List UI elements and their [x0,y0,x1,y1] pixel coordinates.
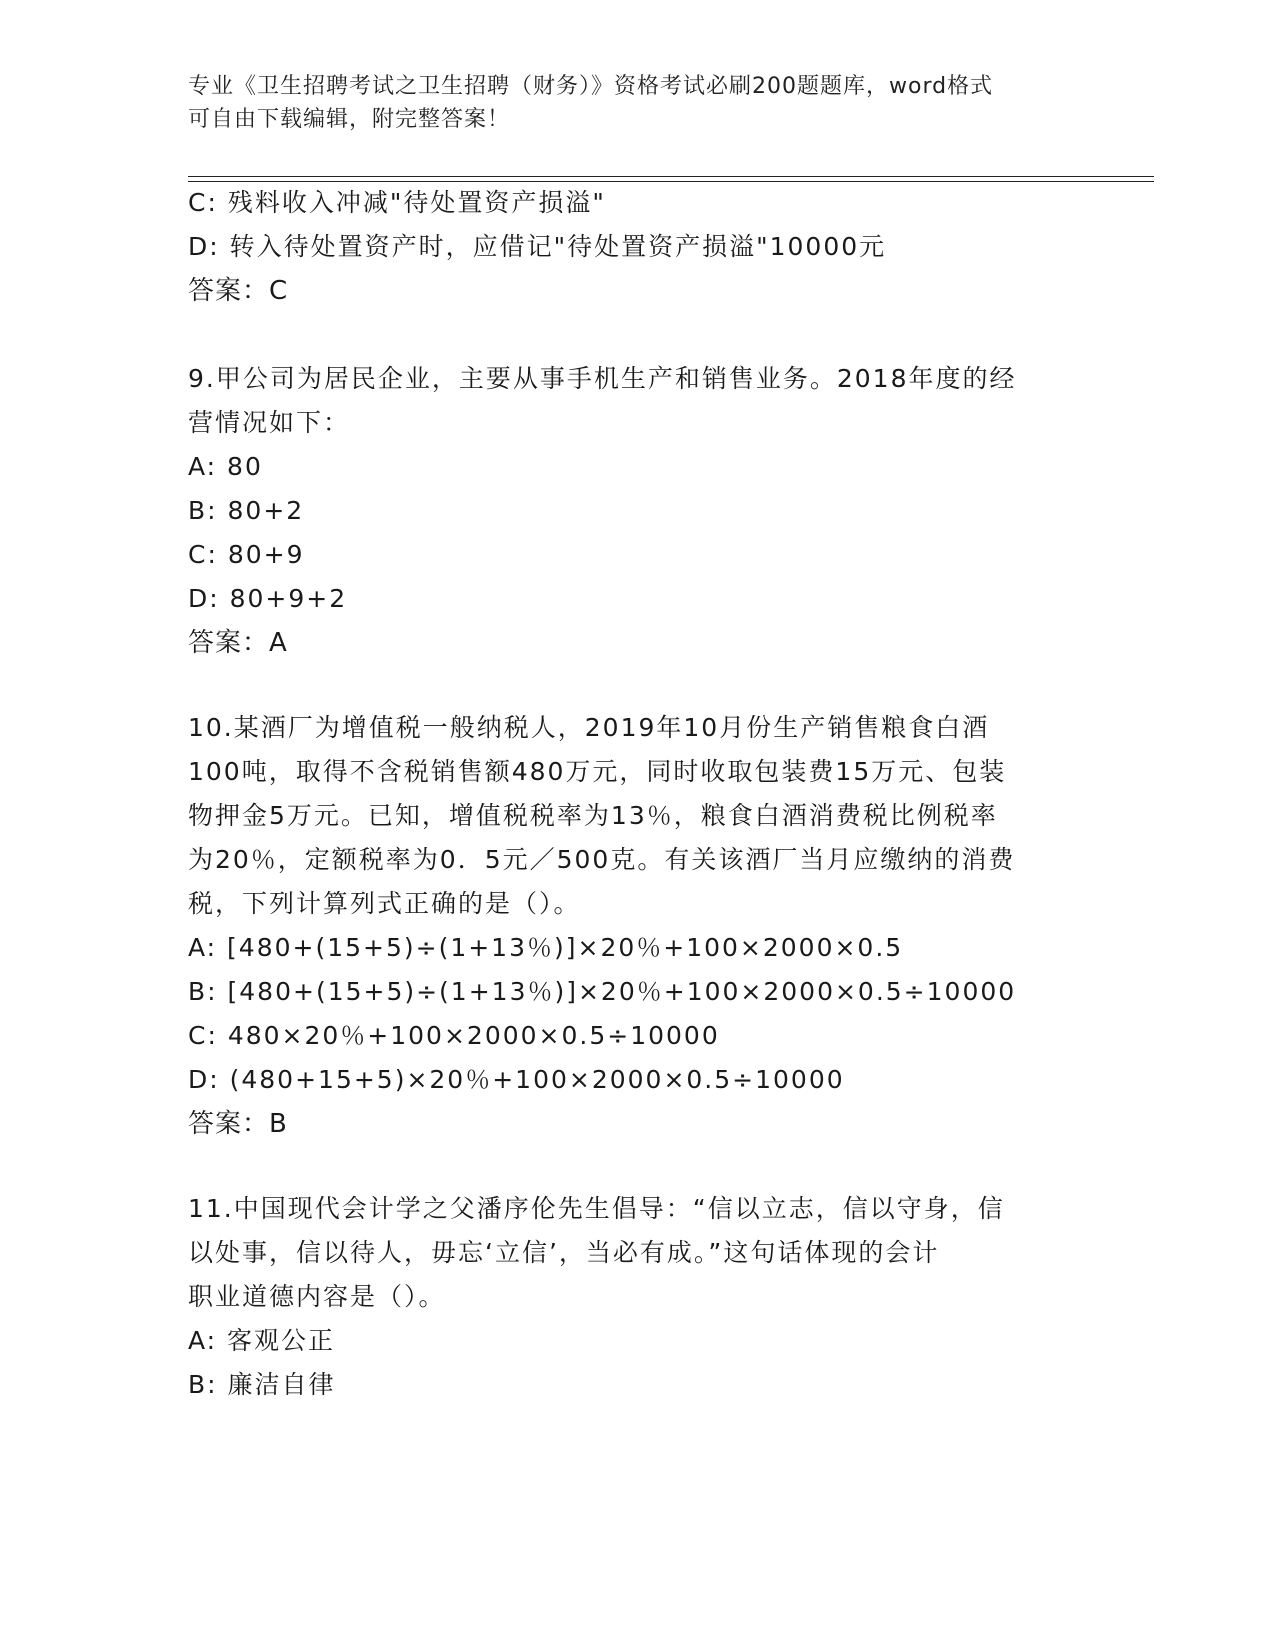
q8-answer: 答案：C [188,276,289,306]
q11-option-a: A: 客观公正 [188,1326,336,1355]
q9-option-d: D: 80+9+2 [188,584,348,613]
q11-stem-line-2: 以处事，信以待人，毋忘‘立信’，当必有成。”这句话体现的会计 [188,1238,940,1267]
header-line-2: 可自由下载编辑，附完整答案！ [188,107,511,132]
q10-answer: 答案：B [188,1109,288,1139]
q10-stem-line-3: 物押金5万元。已知，增值税税率为13％，粮食白酒消费税比例税率 [188,801,998,830]
q11-stem-line-3: 职业道德内容是（）。 [188,1282,446,1311]
q10-stem-line-5: 税，下列计算列式正确的是（）。 [188,889,581,918]
q10-option-c: C: 480×20％+100×2000×0.5÷10000 [188,1021,720,1050]
q9-stem-line-1: 9.甲公司为居民企业，主要从事手机生产和销售业务。2018年度的经 [188,364,1017,393]
q10-stem-line-2: 100吨，取得不含税销售额480万元，同时收取包装费15万元、包装 [188,757,1007,786]
q9-answer: 答案：A [188,628,288,658]
q11-option-b: B: 廉洁自律 [188,1370,336,1399]
q11-stem-line-1: 11.中国现代会计学之父潘序伦先生倡导：“信以立志，信以守身，信 [188,1194,1005,1223]
q10-option-d: D: (480+15+5)×20％+100×2000×0.5÷10000 [188,1065,845,1094]
q9-option-b: B: 80+2 [188,496,305,525]
document-header [188,70,1088,136]
q9-stem-line-2: 营情况如下： [188,408,351,437]
q10-option-a: A: [480+(15+5)÷(1+13％)]×20％+100×2000×0.5 [188,933,904,962]
q8-option-c: C: 残料收入冲减"待处置资产损溢" [188,188,606,217]
q10-stem-line-4: 为20％，定额税率为0．5元／500克。有关该酒厂当月应缴纳的消费 [188,845,1016,874]
q9-option-c: C: 80+9 [188,540,305,569]
q10-stem-line-1: 10.某酒厂为增值税一般纳税人，2019年10月份生产销售粮食白酒 [188,713,990,742]
header-divider-top [188,176,1154,177]
q8-option-d: D: 转入待处置资产时，应借记"待处置资产损溢"10000元 [188,232,887,261]
q9-option-a: A: 80 [188,452,263,481]
header-line-1: 专业《卫生招聘考试之卫生招聘（财务）》资格考试必刷200题题库，word格式 [188,74,994,99]
header-divider-bottom [188,181,1154,182]
q10-option-b: B: [480+(15+5)÷(1+13％)]×20％+100×2000×0.5÷10000 [188,977,1017,1006]
